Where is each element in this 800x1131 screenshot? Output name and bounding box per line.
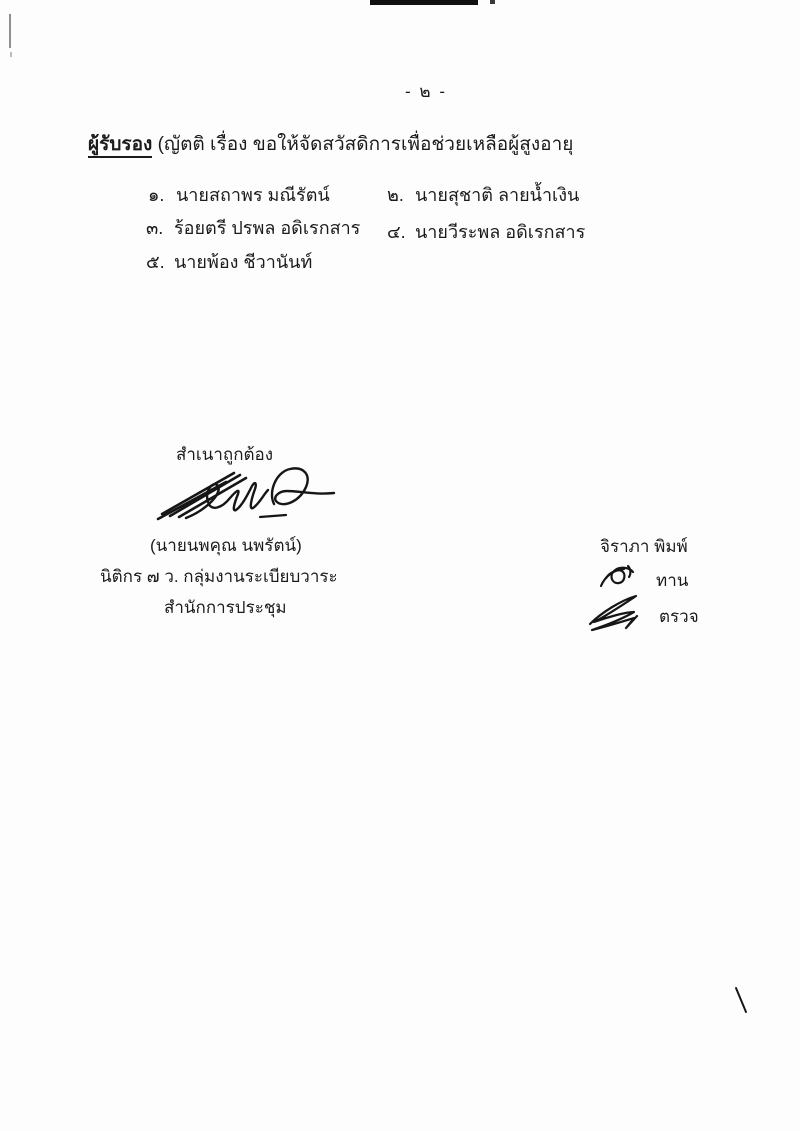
scan-artifact-left-speck (10, 52, 12, 57)
endorser-number: ๑. (148, 185, 165, 205)
certifier-signature (156, 460, 338, 524)
endorser-number: ๓. (146, 218, 164, 238)
endorser-name: นายสุชาติ ลายน้ำเงิน (415, 185, 580, 205)
endorser-number: ๔. (387, 222, 406, 242)
heading-endorsers-label: ผู้รับรอง (88, 134, 152, 158)
endorser-item-4 (387, 217, 585, 246)
endorser-item-5 (146, 247, 312, 276)
certifier-name: (นายนพคุณ นพรัตน์) (150, 536, 302, 555)
certifier-office: สำนักการประชุม (164, 598, 287, 617)
certified-copy-label: สำเนาถูกต้อง (176, 445, 274, 464)
proofread-label: ทาน (656, 571, 689, 590)
checker-signature (584, 592, 644, 636)
endorser-item-1 (148, 180, 330, 209)
endorser-item-2 (387, 180, 579, 209)
scan-artifact-left-line (9, 14, 11, 48)
checked-label: ตรวจ (659, 607, 699, 626)
endorser-name: นายวีระพล อดิเรกสาร (415, 222, 586, 242)
scan-artifact-top-bar (370, 0, 478, 5)
proofreader-signature (596, 563, 642, 595)
endorser-number: ๕. (146, 252, 165, 272)
page-number: - ๒ - (405, 82, 447, 101)
motion-heading (88, 129, 573, 159)
heading-motion-text: (ญัตติ เรื่อง ขอให้จัดสวัสดิการเพื่อช่วยเหลือผู้สูงอายุ (152, 134, 574, 155)
endorser-name: นายพ้อง ชีวานันท์ (174, 252, 313, 272)
endorser-number: ๒. (387, 185, 404, 205)
certifier-title: นิติกร ๗ ว. กลุ่มงานระเบียบวาระ (100, 567, 338, 586)
endorser-item-3 (146, 213, 360, 242)
typist-name: จิราภา พิมพ์ (600, 537, 688, 556)
endorser-name: ร้อยตรี ปรพล อดิเรกสาร (174, 218, 361, 238)
scan-artifact-top-tick (490, 0, 495, 4)
endorser-name: นายสถาพร มณีรัตน์ (176, 185, 330, 205)
scan-artifact-slash (734, 986, 750, 1016)
